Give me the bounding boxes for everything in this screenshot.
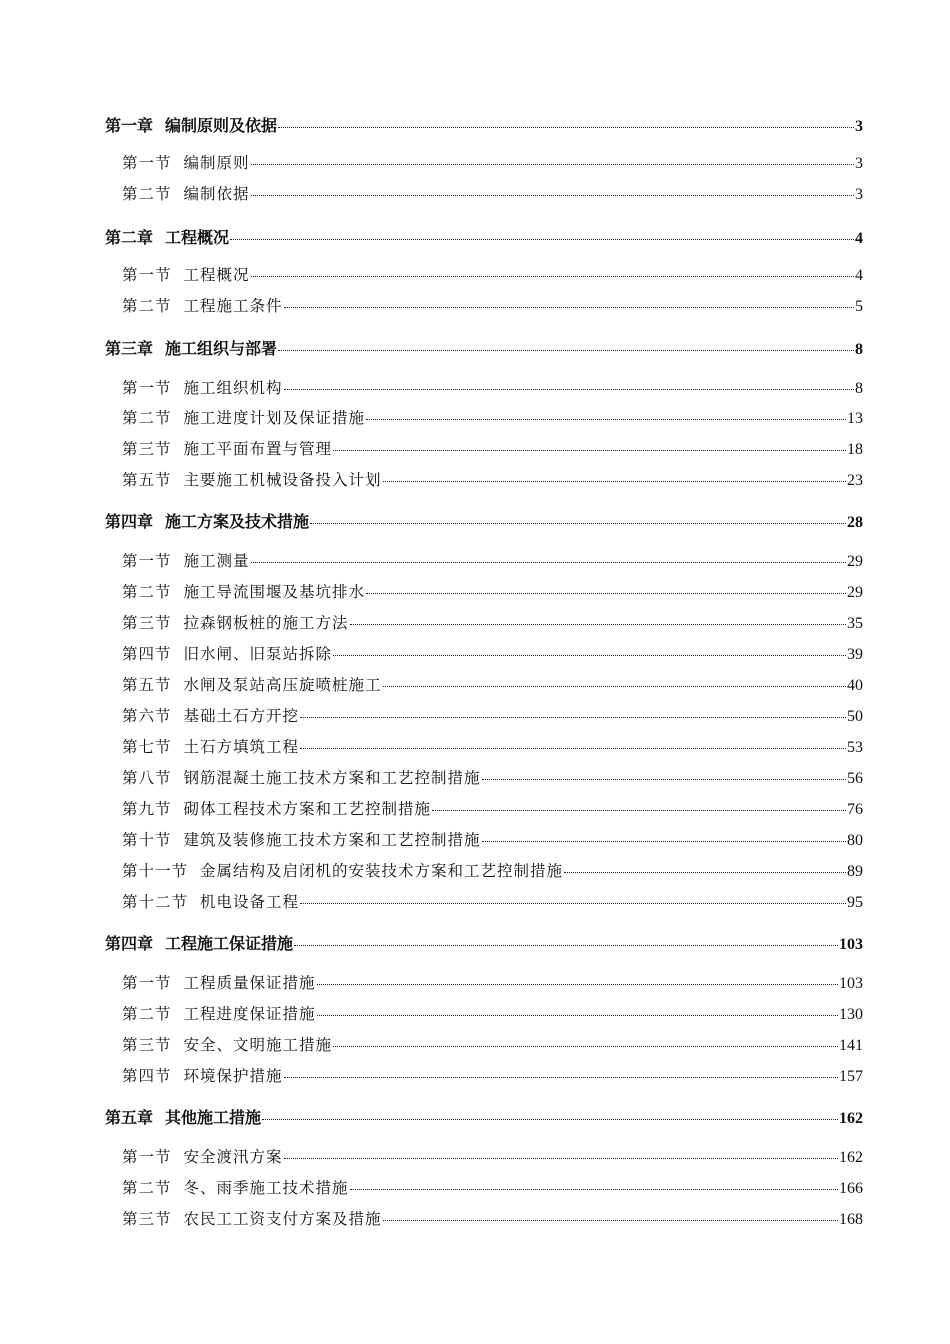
toc-chapter-entry[interactable] [105,1105,863,1128]
dot-leader [350,1189,838,1190]
toc-entry-title: 工程概况 [183,266,250,284]
toc-entry-number: 第二节 [122,1179,172,1197]
toc-section-entry[interactable] [122,182,863,204]
dot-leader [333,1046,838,1047]
dot-leader [482,841,846,842]
toc-page-number: 3 [855,155,863,172]
toc-entry-number: 第五节 [122,471,172,489]
toc-page-number: 8 [855,341,863,358]
toc-entry-number: 第二节 [122,1005,172,1023]
toc-entry-title: 主要施工机械设备投入计划 [183,471,382,489]
toc-entry-number: 第一节 [122,266,172,284]
toc-entry-title: 其他施工措施 [165,1108,262,1127]
toc-page-number: 3 [855,118,863,135]
toc-entry-number: 第三节 [122,1036,172,1054]
toc-entry-title: 土石方填筑工程 [183,738,300,756]
toc-page-number: 76 [847,801,863,818]
toc-entry-label [122,182,250,204]
toc-entry-number: 第十节 [122,831,172,849]
toc-page-number: 56 [847,770,863,787]
toc-section-entry[interactable] [122,735,863,757]
toc-entry-label [105,509,309,532]
dot-leader [310,523,846,524]
toc-entry-title: 安全、文明施工措施 [183,1036,333,1054]
toc-section-entry[interactable] [122,1207,863,1229]
toc-entry-number: 第十一节 [122,862,189,880]
toc-entry-title: 砌体工程技术方案和工艺控制措施 [183,800,432,818]
toc-page-number: 5 [855,298,863,315]
dot-leader [284,1077,838,1078]
toc-section-entry[interactable] [122,1064,863,1086]
toc-section-entry[interactable] [122,673,863,695]
toc-page-number: 141 [839,1037,863,1054]
toc-page-number: 130 [839,1006,863,1023]
toc-entry-title: 施工进度计划及保证措施 [183,409,366,427]
toc-section-entry[interactable] [122,828,863,850]
toc-entry-label [122,828,481,850]
toc-entry-label [122,890,299,912]
toc-page-number: 80 [847,832,863,849]
toc-page-number: 35 [847,615,863,632]
toc-entry-title: 工程施工保证措施 [165,934,294,953]
toc-entry-label [105,931,293,954]
toc-entry-number: 第七节 [122,738,172,756]
dot-leader [294,945,838,946]
toc-entry-title: 钢筋混凝土施工技术方案和工艺控制措施 [183,769,481,787]
toc-section-entry[interactable] [122,549,863,571]
toc-entry-number: 第三节 [122,614,172,632]
toc-entry-number: 第二节 [122,409,172,427]
dot-leader [564,872,846,873]
toc-entry-number: 第二节 [122,185,172,203]
toc-entry-title: 施工方案及技术措施 [165,512,310,531]
toc-entry-title: 工程施工条件 [183,297,283,315]
toc-page-number: 50 [847,708,863,725]
toc-entry-title: 施工测量 [183,552,250,570]
toc-section-entry[interactable] [122,971,863,993]
dot-leader [251,164,854,165]
toc-entry-title: 施工导流围堰及基坑排水 [183,583,366,601]
toc-entry-label [122,580,365,602]
toc-page-number: 95 [847,894,863,911]
toc-entry-number: 第三节 [122,1210,172,1228]
toc-entry-label [122,376,283,398]
dot-leader [251,562,846,563]
toc-entry-label [122,859,563,881]
toc-entry-number: 第四章 [105,934,154,953]
toc-section-entry[interactable] [122,611,863,633]
toc-entry-title: 金属结构及启闭机的安装技术方案和工艺控制措施 [200,862,564,880]
toc-entry-title: 农民工工资支付方案及措施 [183,1210,382,1228]
toc-entry-number: 第一章 [105,116,154,135]
dot-leader [383,1220,838,1221]
toc-entry-label [122,1176,349,1198]
dot-leader [262,1119,838,1120]
toc-section-entry[interactable] [122,642,863,664]
dot-leader [383,686,846,687]
toc-section-entry[interactable] [122,766,863,788]
toc-section-entry[interactable] [122,437,863,459]
toc-entry-title: 机电设备工程 [200,893,300,911]
toc-entry-number: 第四节 [122,645,172,663]
toc-page-number: 4 [855,267,863,284]
toc-section-entry[interactable] [122,468,863,490]
toc-entry-number: 第四节 [122,1067,172,1085]
toc-section-entry[interactable] [122,859,863,881]
dot-leader [317,984,838,985]
toc-page-number: 53 [847,739,863,756]
toc-entry-label [122,1064,283,1086]
dot-leader [350,624,846,625]
toc-entry-label [122,735,299,757]
toc-entry-title: 环境保护措施 [183,1067,283,1085]
toc-entry-number: 第四章 [105,512,154,531]
dot-leader [300,903,846,904]
toc-section-entry[interactable] [122,151,863,173]
dot-leader [482,779,846,780]
toc-entry-label [122,797,431,819]
toc-entry-title: 编制依据 [183,185,250,203]
toc-page-number: 4 [855,230,863,247]
dot-leader [230,239,854,240]
toc-entry-title: 工程质量保证措施 [183,974,316,992]
toc-entry-title: 建筑及装修施工技术方案和工艺控制措施 [183,831,481,849]
dot-leader [383,481,846,482]
toc-entry-number: 第二节 [122,583,172,601]
toc-entry-label [122,1145,283,1167]
toc-entry-label [122,766,481,788]
toc-page-number: 89 [847,863,863,880]
toc-section-entry[interactable] [122,263,863,285]
toc-entry-number: 第一节 [122,974,172,992]
dot-leader [278,127,854,128]
toc-entry-label [122,971,316,993]
toc-entry-label [122,151,250,173]
toc-entry-label [105,336,277,359]
toc-page-number: 18 [847,441,863,458]
toc-entry-title: 编制原则及依据 [165,116,278,135]
toc-entry-title: 拉森钢板桩的施工方法 [183,614,349,632]
toc-page-number: 162 [839,1149,863,1166]
toc-entry-title: 工程概况 [165,228,230,247]
toc-entry-number: 第五节 [122,676,172,694]
dot-leader [333,450,846,451]
toc-page-number: 157 [839,1068,863,1085]
toc-section-entry[interactable] [122,1002,863,1024]
toc-chapter-entry[interactable] [105,336,863,359]
toc-entry-label [122,673,382,695]
toc-entry-number: 第九节 [122,800,172,818]
toc-page-number: 13 [847,410,863,427]
toc-entry-title: 施工组织机构 [183,379,283,397]
toc-entry-label [105,1105,261,1128]
dot-leader [300,717,846,718]
toc-entry-number: 第二章 [105,228,154,247]
toc-entry-label [122,263,250,285]
toc-entry-title: 工程进度保证措施 [183,1005,316,1023]
toc-page-number: 162 [839,1110,863,1127]
toc-entry-label [122,1207,382,1229]
toc-chapter-entry[interactable] [105,113,863,136]
toc-entry-number: 第一节 [122,379,172,397]
toc-page-number: 8 [855,380,863,397]
toc-page-number: 39 [847,646,863,663]
toc-page-number: 29 [847,584,863,601]
toc-section-entry[interactable] [122,1176,863,1198]
toc-entry-label [122,704,299,726]
toc-entry-label [122,1033,332,1055]
toc-entry-title: 施工组织与部署 [165,339,278,358]
toc-section-entry[interactable] [122,890,863,912]
toc-entry-label [122,549,250,571]
dot-leader [432,810,846,811]
toc-page-number: 103 [839,975,863,992]
dot-leader [317,1015,838,1016]
toc-entry-label [122,1002,316,1024]
toc-entry-number: 第八节 [122,769,172,787]
toc-entry-label [122,406,365,428]
toc-page-number: 3 [855,186,863,203]
toc-entry-number: 第一节 [122,552,172,570]
toc-entry-number: 第二节 [122,297,172,315]
toc-page-number: 40 [847,677,863,694]
toc-chapter-entry[interactable] [105,931,863,954]
dot-leader [278,350,854,351]
toc-entry-number: 第三章 [105,339,154,358]
toc-entry-title: 编制原则 [183,154,250,172]
toc-chapter-entry[interactable] [105,509,863,532]
toc-entry-title: 水闸及泵站高压旋喷桩施工 [183,676,382,694]
toc-page-number: 29 [847,553,863,570]
toc-entry-number: 第一节 [122,154,172,172]
toc-entry-label [105,113,277,136]
toc-entry-title: 施工平面布置与管理 [183,440,333,458]
dot-leader [366,419,846,420]
toc-page-number: 23 [847,472,863,489]
dot-leader [366,593,846,594]
toc-chapter-entry[interactable] [105,225,863,248]
dot-leader [251,276,854,277]
toc-entry-number: 第十二节 [122,893,189,911]
dot-leader [251,195,854,196]
toc-section-entry[interactable] [122,406,863,428]
toc-section-entry[interactable] [122,1033,863,1055]
dot-leader [300,748,846,749]
toc-entry-number: 第六节 [122,707,172,725]
toc-entry-label [122,642,332,664]
toc-entry-label [122,294,283,316]
toc-entry-label [122,468,382,490]
toc-entry-label [122,437,332,459]
toc-section-entry[interactable] [122,580,863,602]
toc-page-number: 103 [839,936,863,953]
toc-page-number: 28 [847,514,863,531]
dot-leader [284,1158,838,1159]
dot-leader [333,655,846,656]
toc-entry-number: 第三节 [122,440,172,458]
toc-page-number: 168 [839,1211,863,1228]
toc-section-entry[interactable] [122,1145,863,1167]
toc-entry-title: 冬、雨季施工技术措施 [183,1179,349,1197]
toc-entry-number: 第一节 [122,1148,172,1166]
toc-section-entry[interactable] [122,797,863,819]
toc-page-number: 166 [839,1180,863,1197]
toc-section-entry[interactable] [122,704,863,726]
toc-section-entry[interactable] [122,376,863,398]
toc-entry-label [105,225,229,248]
dot-leader [284,307,854,308]
dot-leader [284,389,854,390]
toc-entry-title: 安全渡汛方案 [183,1148,283,1166]
toc-entry-title: 旧水闸、旧泵站拆除 [183,645,333,663]
toc-entry-title: 基础土石方开挖 [183,707,300,725]
toc-entry-number: 第五章 [105,1108,154,1127]
toc-section-entry[interactable] [122,294,863,316]
toc-entry-label [122,611,349,633]
